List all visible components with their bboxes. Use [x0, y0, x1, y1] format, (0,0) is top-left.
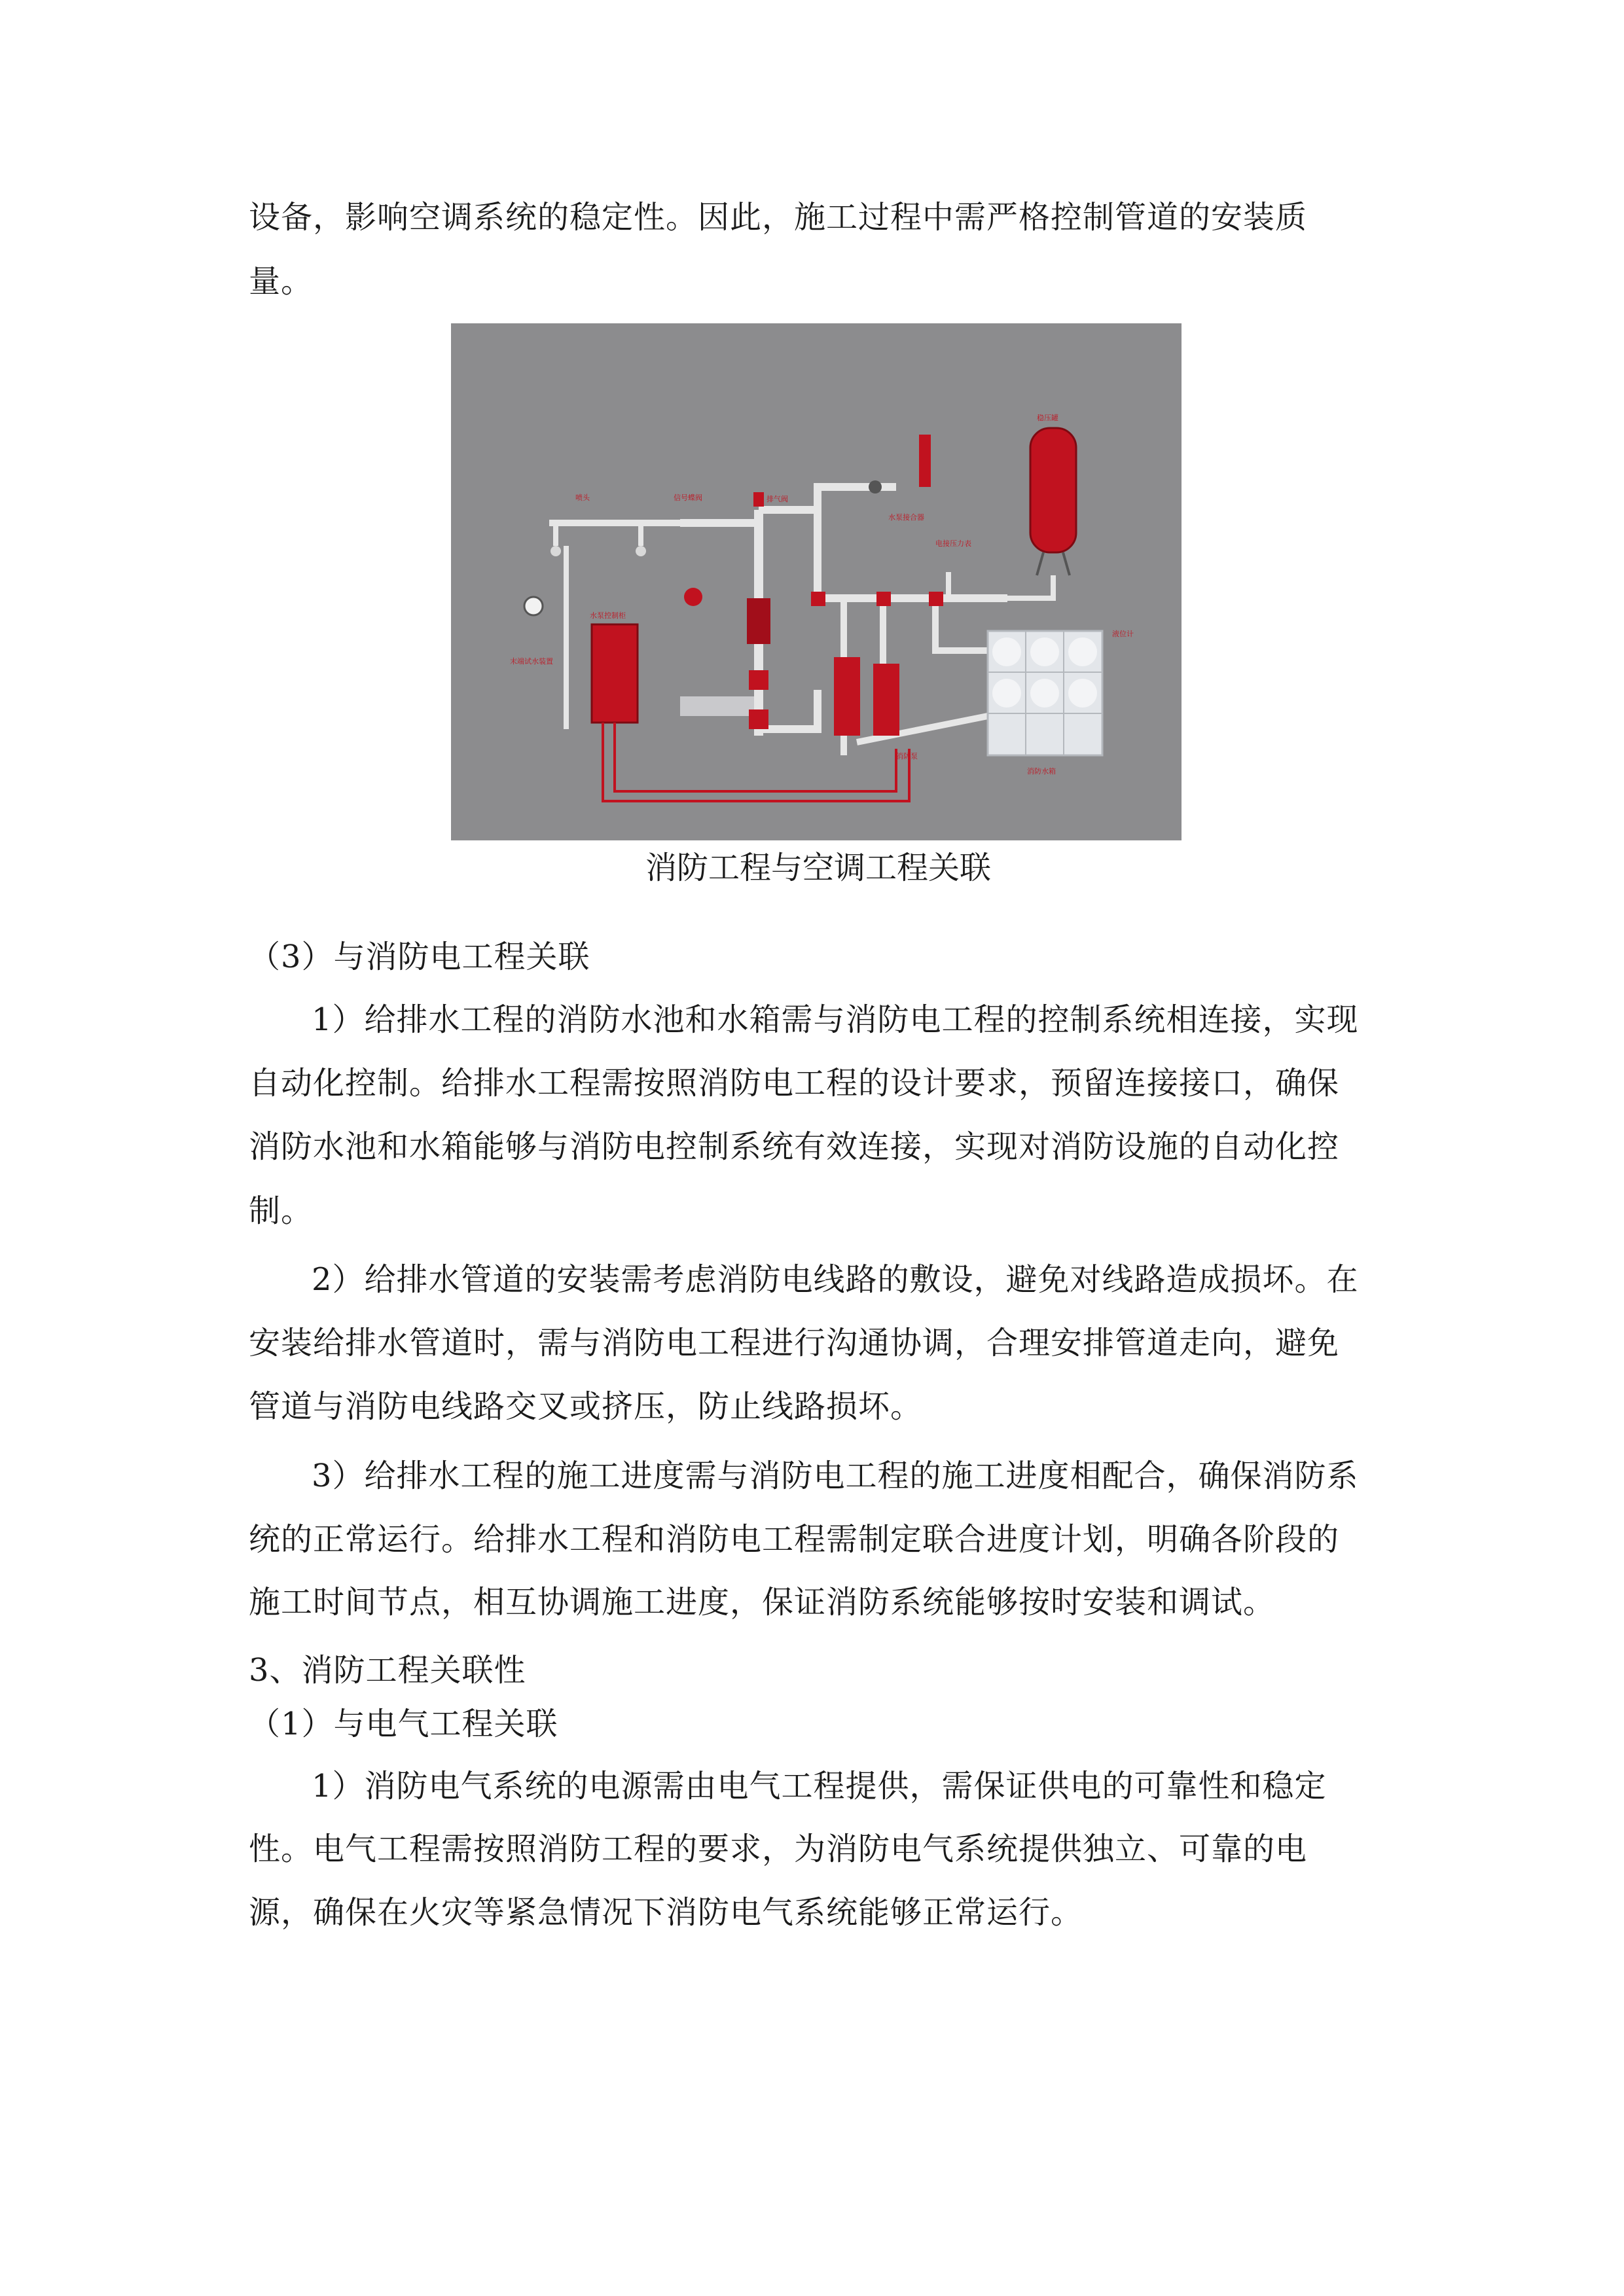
sprinkler-icon [550, 546, 561, 556]
pump-base [680, 696, 759, 716]
air-vent-icon [753, 492, 764, 507]
section-heading: 3、消防工程关联性 [249, 1652, 526, 1689]
paragraph-line: 制。 [249, 1193, 314, 1229]
intro-line-1: 设备，影响空调系统的稳定性。因此，施工过程中需严格控制管道的安装质 [249, 199, 1308, 236]
label-signal-valve: 信号蝶阀 [674, 493, 702, 502]
fire-system-diagram-figure [451, 323, 1182, 840]
adapter-valve-icon [684, 588, 702, 606]
label-water-tank: 消防水箱 [1027, 767, 1056, 776]
label-sprinkler: 喷头 [575, 493, 590, 502]
paragraph-line: 消防水池和水箱能够与消防电控制系统有效连接，实现对消防设施的自动化控 [249, 1128, 1340, 1165]
riser-valve-group [747, 598, 770, 644]
paragraph-line: 性。电气工程需按照消防工程的要求，为消防电气系统提供独立、可靠的电 [249, 1831, 1308, 1867]
label-air-vent: 排气阀 [767, 495, 788, 503]
pump-adapter-icon [919, 435, 931, 487]
fire-water-tank [988, 631, 1102, 755]
figure-caption: 消防工程与空调工程关联 [645, 850, 991, 886]
paragraph-line: 1）消防电气系统的电源需由电气工程提供，需保证供电的可靠性和稳定 [312, 1768, 1327, 1804]
paragraph-line: 3）给排水工程的施工进度需与消防电工程的施工进度相配合，确保消防系 [312, 1458, 1359, 1494]
fire-system-diagram [451, 323, 1182, 840]
label-test-device: 末端试水装置 [510, 657, 553, 666]
label-pressure-tank: 稳压罐 [1037, 414, 1058, 422]
sprinkler-icon [636, 546, 646, 556]
label-control-cabinet: 水泵控制柜 [590, 611, 626, 620]
paragraph-line: 管道与消防电线路交叉或挤压，防止线路损坏。 [249, 1388, 923, 1425]
paragraph-line: 自动化控制。给排水工程需按照消防电工程的设计要求，预留连接接口，确保 [249, 1065, 1340, 1102]
paragraph-line: 施工时间节点，相互协调施工进度，保证消防系统能够按时安装和调试。 [249, 1584, 1276, 1621]
intro-line-2: 量。 [249, 263, 314, 300]
paragraph-line: 1）给排水工程的消防水池和水箱需与消防电工程的控制系统相连接，实现 [312, 1001, 1359, 1038]
pressure-tank [1030, 428, 1076, 552]
paragraph-line: 源，确保在火灾等紧急情况下消防电气系统能够正常运行。 [249, 1894, 1083, 1931]
label-fire-pump: 消防泵 [896, 752, 918, 761]
label-pressure-gauge: 电接压力表 [935, 539, 971, 548]
fire-pump-1 [834, 657, 860, 736]
label-pump-adapter: 水泵接合器 [888, 513, 924, 522]
section-heading: （3）与消防电工程关联 [249, 939, 590, 975]
fire-pump-2 [873, 664, 899, 736]
paragraph-line: 统的正常运行。给排水工程和消防电工程需制定联合进度计划，明确各阶段的 [249, 1521, 1340, 1558]
sub-heading: （1）与电气工程关联 [249, 1706, 558, 1742]
pump-control-cabinet [592, 624, 638, 723]
paragraph-line: 2）给排水管道的安装需考虑消防电线路的敷设，避免对线路造成损坏。在 [312, 1261, 1359, 1298]
pressure-gauge-icon [524, 597, 543, 615]
label-level-gauge: 液位计 [1112, 630, 1134, 638]
paragraph-line: 安装给排水管道时，需与消防电工程进行沟通协调，合理安排管道走向，避免 [249, 1325, 1340, 1361]
